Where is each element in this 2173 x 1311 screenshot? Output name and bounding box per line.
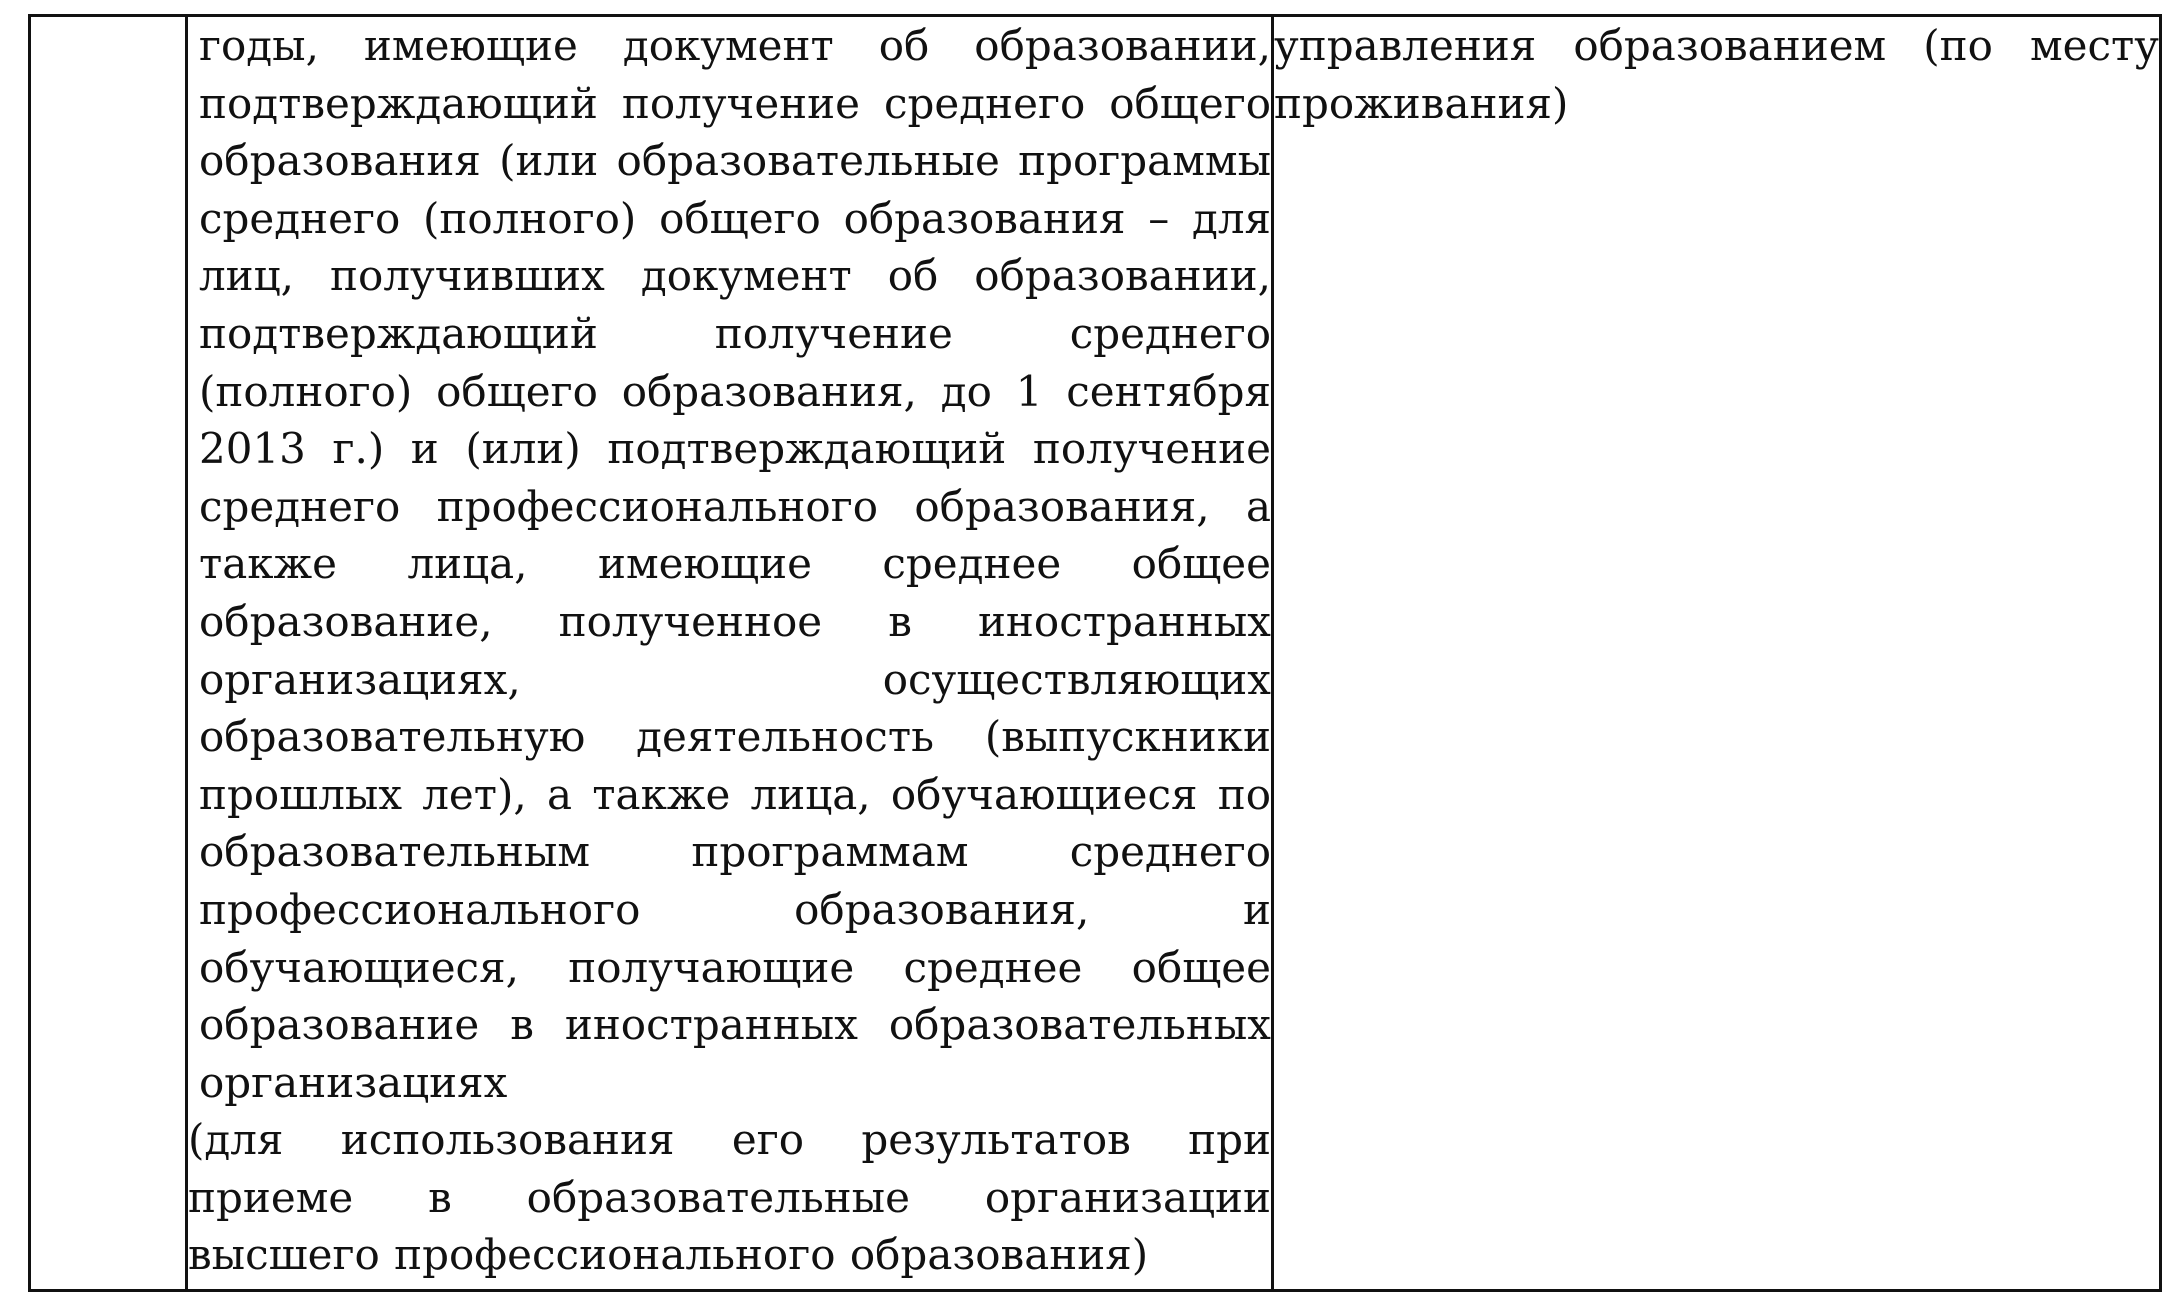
description-main-text: годы, имеющие документ об образовании, подтверждающий получение среднего общего образования (или образовательные программы среднего (полного) общего образования – для лиц, получивших документ об образовании, подтверждающий получение среднего (полного) общего образования, до 1 сентября 2013 г.) и (или) подтверждающий получение среднего профессионального образования, а также лица, имеющие среднее общее образование, полученное в иностранных организациях, осуществляющих образовательную деятельность (выпускники прошлых лет), а также лица, обучающиеся по образовательным программам среднего профессионального образования, и обучающиеся, получающие среднее общее образование в иностранных образовательных организациях (199, 21, 1271, 1107)
table-cell-location (1273, 16, 2161, 1291)
description-note-text: (для использования его результатов при приеме в образовательные организации высшего профессионального образования) (188, 1115, 1271, 1280)
table-row (30, 16, 2161, 1291)
table-cell-description (187, 16, 1273, 1291)
location-text: управления образованием (по месту проживания) (1274, 21, 2159, 128)
document-table (28, 14, 2162, 1292)
table-cell-number (30, 16, 187, 1291)
